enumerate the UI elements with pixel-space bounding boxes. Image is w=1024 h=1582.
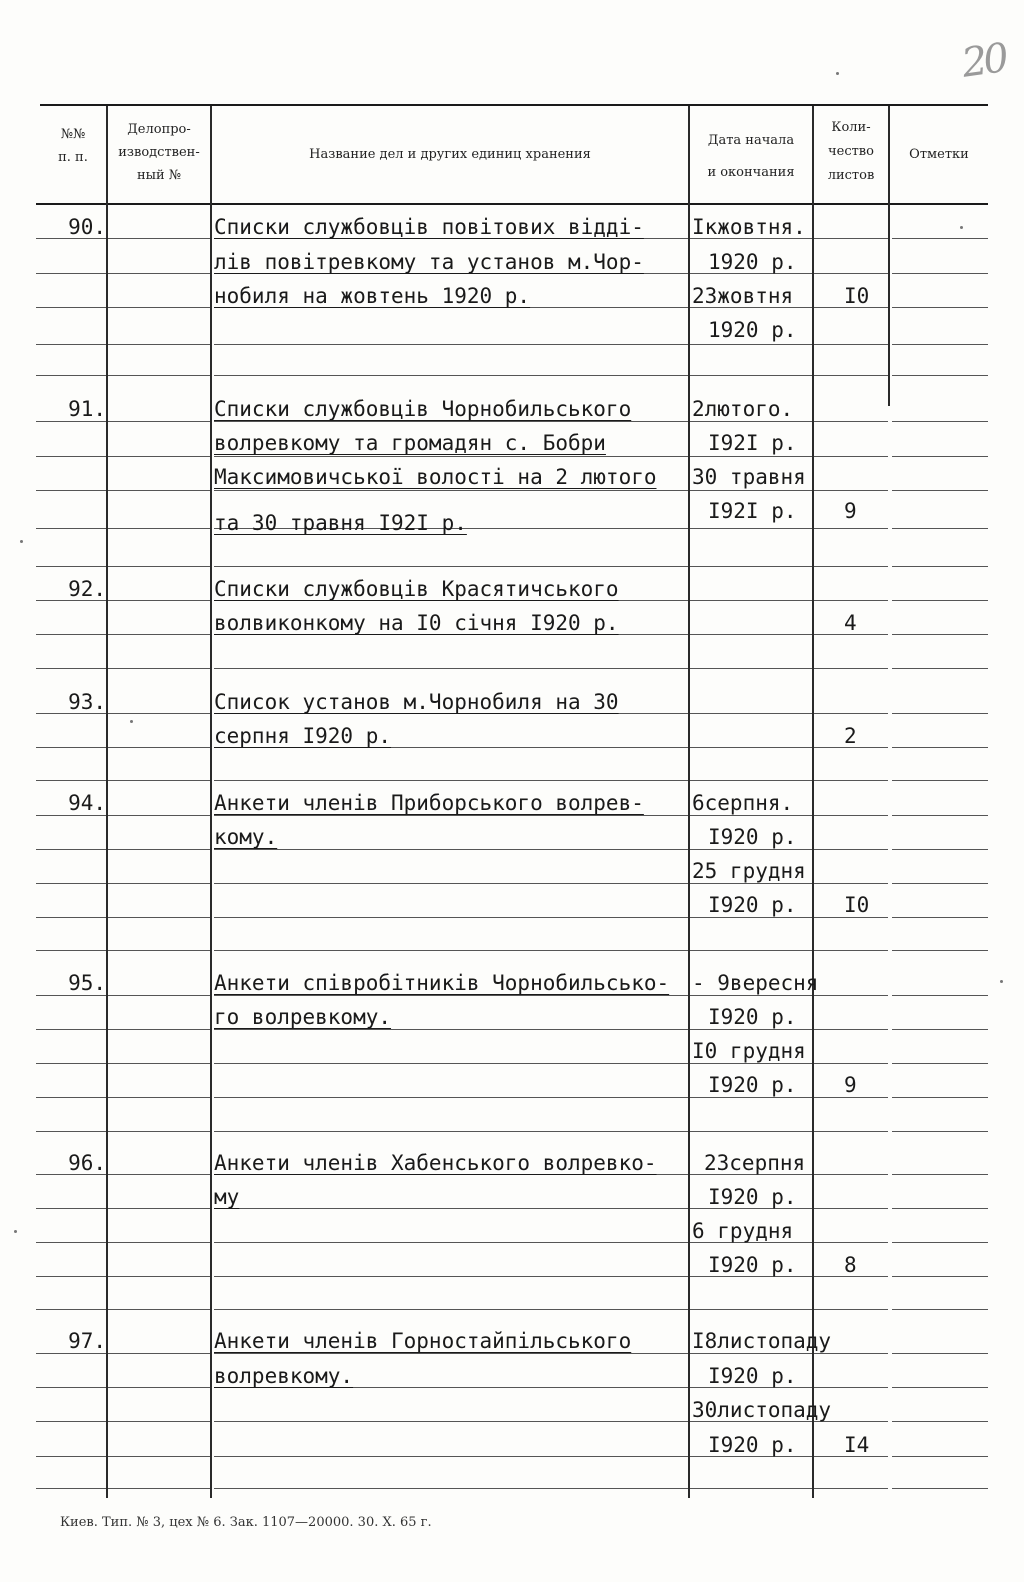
scan-speck [836, 72, 839, 75]
ruled-line [814, 528, 888, 529]
ruled-line [690, 528, 812, 529]
ruled-line [36, 917, 106, 918]
ruled-line [690, 1097, 812, 1098]
ruled-line [892, 815, 988, 816]
scan-speck [1000, 980, 1003, 983]
ruled-line [690, 566, 812, 567]
column-divider [106, 106, 108, 1498]
record-title-line: кому. [214, 825, 278, 849]
ruled-line [108, 421, 210, 422]
record-title-line: лів повітревкому та установ м.Чор- [214, 250, 644, 274]
record-title-line: Списки службовців Чорнобильського [214, 397, 632, 421]
ruled-line [36, 1029, 106, 1030]
record-sheet-count: 9 [844, 499, 857, 523]
ruled-line [892, 375, 988, 376]
ruled-line [892, 1387, 988, 1388]
ruled-line [108, 566, 210, 567]
handwritten-page-number: 20 [959, 35, 1008, 87]
ruled-line [814, 1488, 888, 1489]
ruled-line [814, 1353, 888, 1354]
table-top-border [40, 104, 988, 106]
ruled-line [214, 950, 688, 951]
ruled-line [108, 1488, 210, 1489]
ruled-line [814, 344, 888, 345]
ruled-line [214, 1488, 688, 1489]
ruled-line [36, 1208, 106, 1209]
ruled-line [36, 273, 106, 274]
ruled-line [814, 1387, 888, 1388]
ruled-line [814, 713, 888, 714]
record-sheet-count: І0 [844, 893, 870, 917]
ruled-line [690, 1029, 812, 1030]
record-number: 92. [68, 577, 106, 601]
record-date-line: І920 р. [708, 1433, 797, 1457]
ruled-line [108, 1309, 210, 1310]
ruled-line [36, 1276, 106, 1277]
ruled-line [814, 917, 888, 918]
ruled-line [892, 1174, 988, 1175]
ruled-line [36, 307, 106, 308]
ruled-line [814, 490, 888, 491]
ruled-line [108, 815, 210, 816]
ruled-line [214, 1029, 688, 1030]
ruled-line [36, 566, 106, 567]
column-divider [688, 106, 690, 1498]
ruled-line [108, 1029, 210, 1030]
record-sheet-count: 9 [844, 1073, 857, 1097]
ruled-line [892, 883, 988, 884]
ruled-line [36, 375, 106, 376]
ruled-line [36, 950, 106, 951]
record-number: 96. [68, 1151, 106, 1175]
ruled-line [814, 238, 888, 239]
ruled-line [690, 490, 812, 491]
ruled-line [108, 883, 210, 884]
ruled-line [108, 1097, 210, 1098]
ruled-line [690, 995, 812, 996]
ruled-line [108, 849, 210, 850]
ruled-line [892, 456, 988, 457]
record-date-line: Ікжовтня. [692, 215, 806, 239]
ruled-line [892, 1242, 988, 1243]
ruled-line [690, 950, 812, 951]
ruled-line [36, 490, 106, 491]
ruled-line [214, 995, 688, 996]
record-title-line: го волревкому. [214, 1005, 392, 1029]
ruled-line [690, 1063, 812, 1064]
ruled-line [214, 1097, 688, 1098]
ruled-line [108, 1242, 210, 1243]
ruled-line [892, 1456, 988, 1457]
ruled-line [814, 950, 888, 951]
ruled-line [892, 1063, 988, 1064]
scan-speck [960, 226, 963, 229]
record-title-line: Максимовичської волості на 2 лютого [214, 465, 657, 489]
ruled-line [814, 1063, 888, 1064]
ruled-line [892, 421, 988, 422]
record-date-line: І8листопаду [692, 1329, 832, 1353]
ruled-line [892, 1097, 988, 1098]
ruled-line [36, 780, 106, 781]
ruled-line [108, 1063, 210, 1064]
record-date-line: І0 грудня [692, 1039, 806, 1063]
ruled-line [814, 600, 888, 601]
ruled-line [214, 566, 688, 567]
ruled-line [108, 995, 210, 996]
record-title-line: Анкети членів Хабенського волревко- [214, 1151, 657, 1175]
ruled-line [108, 273, 210, 274]
ruled-line [690, 600, 812, 601]
ruled-line [892, 634, 988, 635]
ruled-line [214, 917, 688, 918]
ruled-line [892, 600, 988, 601]
record-number: 90. [68, 215, 106, 239]
record-title-line: волревкому. [214, 1364, 354, 1388]
ruled-line [690, 668, 812, 669]
ruled-line [690, 1488, 812, 1489]
record-sheet-count: І4 [844, 1433, 870, 1457]
ruled-line [36, 344, 106, 345]
record-number: 91. [68, 397, 106, 421]
ruled-line [814, 1174, 888, 1175]
record-date-line: 25 грудня [692, 859, 806, 883]
ruled-line [36, 421, 106, 422]
ruled-line [690, 815, 812, 816]
ruled-line [214, 1242, 688, 1243]
ruled-line [814, 421, 888, 422]
column-divider [210, 106, 212, 1498]
record-date-line: І920 р. [708, 1073, 797, 1097]
ruled-line [892, 713, 988, 714]
record-title-line: волвиконкому на І0 січня І920 р. [214, 611, 619, 635]
ruled-line [892, 780, 988, 781]
ruled-line [814, 375, 888, 376]
record-date-line: - 9вересня [692, 971, 819, 995]
ruled-line [690, 634, 812, 635]
record-date-line: І920 р. [708, 893, 797, 917]
record-date-line: І920 р. [708, 1253, 797, 1277]
ruled-line [690, 344, 812, 345]
ruled-line [108, 1208, 210, 1209]
ruled-line [214, 668, 688, 669]
ruled-line [108, 1353, 210, 1354]
ruled-line [214, 456, 688, 457]
ruled-line [214, 849, 688, 850]
record-date-line: І92І р. [708, 431, 797, 455]
scan-speck [130, 720, 133, 723]
ruled-line [214, 1063, 688, 1064]
ruled-line [814, 1309, 888, 1310]
ruled-line [814, 1029, 888, 1030]
record-title-line: та 30 травня І92І р. [214, 511, 467, 535]
record-date-line: 23серпня [704, 1151, 806, 1175]
record-date-line: І92І р. [708, 499, 797, 523]
ruled-line [36, 883, 106, 884]
ruled-line [214, 1131, 688, 1132]
ruled-line [108, 634, 210, 635]
ruled-line [214, 815, 688, 816]
record-number: 95. [68, 971, 106, 995]
ruled-line [214, 490, 688, 491]
ruled-line [690, 713, 812, 714]
header-notes: Отметки [909, 147, 969, 162]
ruled-line [690, 421, 812, 422]
ruled-line [814, 815, 888, 816]
record-sheet-count: І0 [844, 284, 870, 308]
record-date-line: 6 грудня [692, 1219, 794, 1243]
ruled-line [36, 1421, 106, 1422]
ruled-line [690, 375, 812, 376]
ruled-line [690, 917, 812, 918]
record-title-line: Анкети співробітників Чорнобильсько- [214, 971, 670, 995]
ruled-line [892, 528, 988, 529]
ruled-line [108, 1421, 210, 1422]
record-title-line: Списки службовців повітових відді- [214, 215, 644, 239]
ruled-line [814, 1097, 888, 1098]
ruled-line [36, 528, 106, 529]
ruled-line [892, 747, 988, 748]
ruled-line [690, 1309, 812, 1310]
ruled-line [892, 1309, 988, 1310]
ruled-line [108, 490, 210, 491]
ruled-line [108, 780, 210, 781]
record-title-line: му [214, 1185, 240, 1209]
ruled-line [36, 1131, 106, 1132]
ruled-line [36, 1387, 106, 1388]
ruled-line [814, 566, 888, 567]
ruled-line [108, 1387, 210, 1388]
ruled-line [690, 849, 812, 850]
record-date-line: 6серпня. [692, 791, 794, 815]
record-number: 93. [68, 690, 106, 714]
ruled-line [892, 238, 988, 239]
ruled-line [214, 1421, 688, 1422]
ruled-line [214, 1276, 688, 1277]
ruled-line [814, 1208, 888, 1209]
ruled-line [108, 528, 210, 529]
ruled-line [214, 1208, 688, 1209]
ruled-line [108, 1174, 210, 1175]
record-title-line: волревкому та громадян с. Бобри [214, 431, 606, 455]
ruled-line [214, 344, 688, 345]
header-number: №№ п. п. [58, 127, 88, 165]
ruled-line [36, 1242, 106, 1243]
ruled-line [892, 1276, 988, 1277]
ruled-line [214, 1353, 688, 1354]
ruled-line [108, 713, 210, 714]
ruled-line [214, 375, 688, 376]
ruled-line [36, 995, 106, 996]
ruled-line [892, 1421, 988, 1422]
ruled-line [814, 273, 888, 274]
ruled-line [892, 1131, 988, 1132]
ruled-line [108, 344, 210, 345]
column-divider [812, 106, 814, 1498]
record-title-line: Список установ м.Чорнобиля на 30 [214, 690, 619, 714]
ruled-line [214, 1456, 688, 1457]
header-sheet-count: Коли- чество листов [827, 120, 875, 183]
record-sheet-count: 2 [844, 724, 857, 748]
ruled-line [892, 995, 988, 996]
ruled-line [36, 1488, 106, 1489]
ruled-line [36, 747, 106, 748]
header-title: Название дел и других единиц хранения [309, 147, 591, 162]
header-bottom-border [36, 203, 988, 205]
record-date-line: І920 р. [708, 1364, 797, 1388]
record-date-line: 2лютого. [692, 397, 794, 421]
ruled-line [108, 668, 210, 669]
ruled-line [108, 1131, 210, 1132]
ruled-line [108, 1276, 210, 1277]
ruled-line [690, 1353, 812, 1354]
scan-speck [14, 1230, 17, 1233]
ruled-line [814, 668, 888, 669]
ruled-line [892, 1353, 988, 1354]
ruled-line [36, 1456, 106, 1457]
ruled-line [108, 375, 210, 376]
ruled-line [108, 917, 210, 918]
ruled-line [36, 1097, 106, 1098]
ruled-line [214, 883, 688, 884]
record-sheet-count: 8 [844, 1253, 857, 1277]
ruled-line [892, 490, 988, 491]
ruled-line [36, 1063, 106, 1064]
ruled-line [108, 238, 210, 239]
ruled-line [108, 307, 210, 308]
ruled-line [214, 421, 688, 422]
record-number: 97. [68, 1329, 106, 1353]
ruled-line [36, 668, 106, 669]
ruled-line [814, 1131, 888, 1132]
ruled-line [108, 456, 210, 457]
ruled-line [214, 1309, 688, 1310]
ruled-line [892, 849, 988, 850]
record-date-line: 30листопаду [692, 1398, 832, 1422]
ruled-line [814, 780, 888, 781]
ruled-line [690, 456, 812, 457]
record-title-line: Анкети членів Приборського волрев- [214, 791, 644, 815]
ruled-line [36, 456, 106, 457]
record-sheet-count: 4 [844, 611, 857, 635]
record-date-line: 1920 р. [708, 318, 797, 342]
ruled-line [814, 849, 888, 850]
record-date-line: 23жовтня [692, 284, 794, 308]
ruled-line [892, 917, 988, 918]
header-dates: Дата начала и окончания [707, 133, 795, 180]
record-date-line: І920 р. [708, 1185, 797, 1209]
ruled-line [36, 815, 106, 816]
record-title-line: Списки службовців Красятичського [214, 577, 619, 601]
ruled-line [690, 883, 812, 884]
record-title-line: серпня І920 р. [214, 724, 392, 748]
ruled-line [814, 1242, 888, 1243]
ruled-line [36, 849, 106, 850]
ruled-line [892, 1208, 988, 1209]
ruled-line [892, 566, 988, 567]
ruled-line [36, 1309, 106, 1310]
record-date-line: І920 р. [708, 1005, 797, 1029]
ruled-line [814, 456, 888, 457]
header-office-number: Делопро- изводствен- ный № [118, 122, 200, 183]
ruled-line [892, 307, 988, 308]
ruled-line [214, 780, 688, 781]
ruled-line [690, 1131, 812, 1132]
record-title-line: Анкети членів Горностайпільського [214, 1329, 632, 1353]
ruled-line [814, 995, 888, 996]
ruled-line [690, 780, 812, 781]
ruled-line [36, 1353, 106, 1354]
record-date-line: 1920 р. [708, 250, 797, 274]
record-number: 94. [68, 791, 106, 815]
ruled-line [814, 883, 888, 884]
printer-imprint: Киев. Тип. № 3, цех № 6. Зак. 1107—20000. 30. X. 65 г. [60, 1515, 432, 1530]
record-title-line: нобиля на жовтень 1920 р. [214, 284, 531, 308]
ruled-line [108, 747, 210, 748]
ruled-line [892, 273, 988, 274]
ruled-line [108, 1456, 210, 1457]
ruled-line [892, 344, 988, 345]
ruled-line [892, 1029, 988, 1030]
ruled-line [36, 634, 106, 635]
ruled-line [892, 668, 988, 669]
ruled-line [892, 950, 988, 951]
record-date-line: І920 р. [708, 825, 797, 849]
ruled-line [108, 950, 210, 951]
scan-speck [20, 540, 23, 543]
ruled-line [690, 747, 812, 748]
record-date-line: 30 травня [692, 465, 806, 489]
ruled-line [892, 1488, 988, 1489]
ruled-line [108, 600, 210, 601]
